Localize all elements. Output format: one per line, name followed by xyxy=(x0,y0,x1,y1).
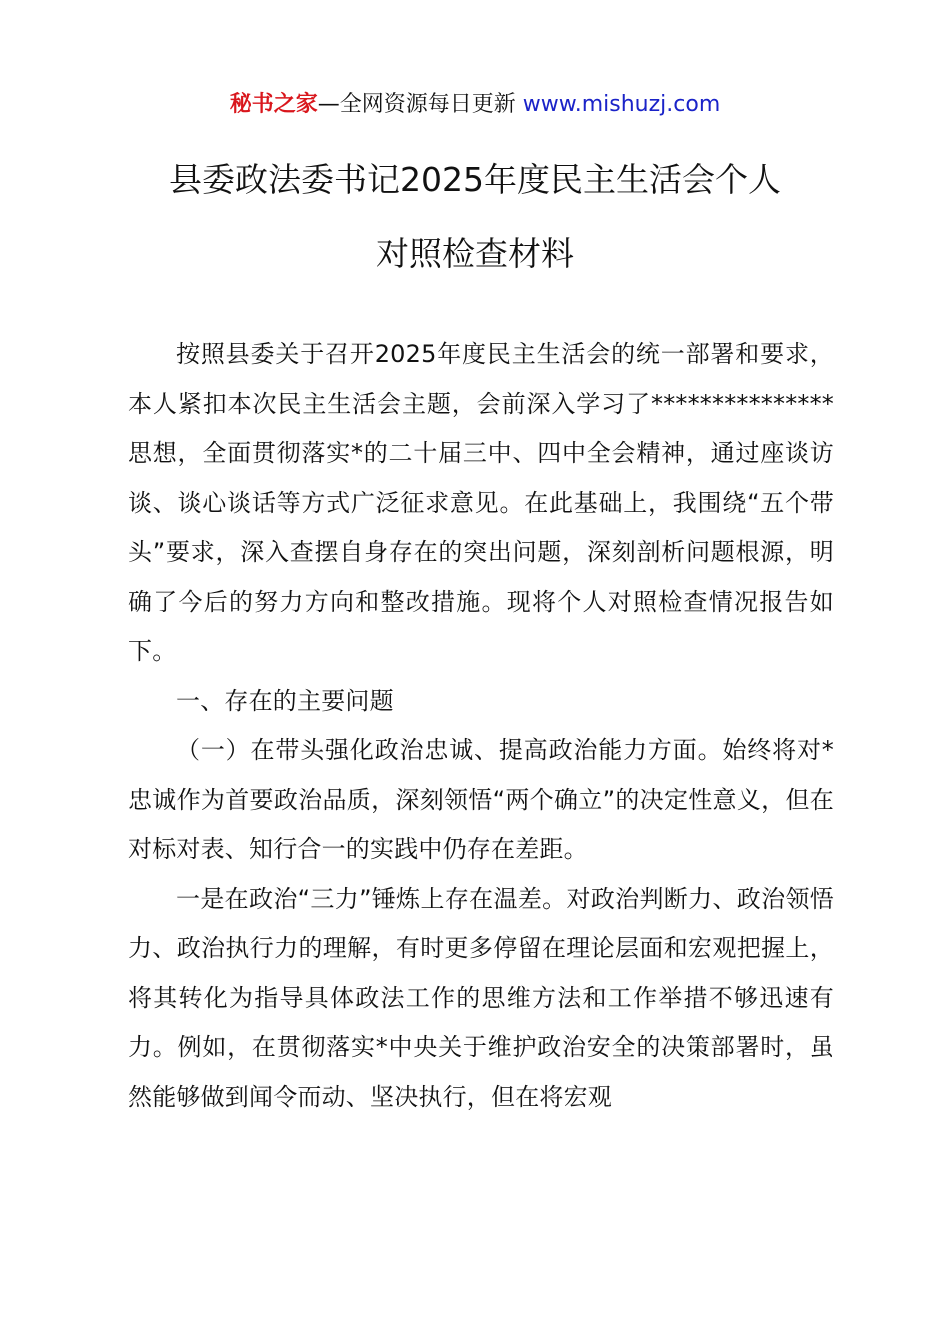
brand-name: 秘书之家 xyxy=(229,92,318,117)
site-url-link[interactable]: www.mishuzj.com xyxy=(522,92,721,117)
page-bottom-margin xyxy=(0,1144,950,1344)
paragraph-subsection-1: （一）在带头强化政治忠诚、提高政治能力方面。始终将对*忠诚作为首要政治品质，深刻领悟“两个确立”的决定性意义，但在对标对表、知行合一的实践中仍存在差距。 xyxy=(128,736,834,863)
site-header xyxy=(0,88,950,122)
document-body xyxy=(128,330,834,1122)
document-title-line-2: 对照检查材料 xyxy=(376,234,574,273)
paragraph-point-1: 一是在政治“三力”锤炼上存在温差。对政治判断力、政治领悟力、政治执行力的理解，有时更多停留在理论层面和宏观把握上，将其转化为指导具体政法工作的思维方法和工作举措不够迅速有力。例如，在贯彻落实*中央关于维护政治安全的决策部署时，虽然能够做到闻令而动、坚决执行，但在将宏观 xyxy=(128,884,834,1111)
header-tagline: —全网资源每日更新 xyxy=(317,92,523,117)
section-heading-problems: 一、存在的主要问题 xyxy=(176,686,394,715)
document-title-line-1: 县委政法委书记2025年度民主生活会个人 xyxy=(169,160,781,199)
paragraph-intro: 按照县委关于召开2025年度民主生活会的统一部署和要求，本人紧扣本次民主生活会主题，会前深入学习了***************思想，全面贯彻落实*的二十届三中、四中全会精神，通过座谈访谈、谈心谈话等方式广泛征求意见。在此基础上，我围绕“五个带头”要求，深入查摆自身存在的突出问题，深刻剖析问题根源，明确了今后的努力方向和整改措施。现将个人对照检查情况报告如下。 xyxy=(128,340,834,665)
